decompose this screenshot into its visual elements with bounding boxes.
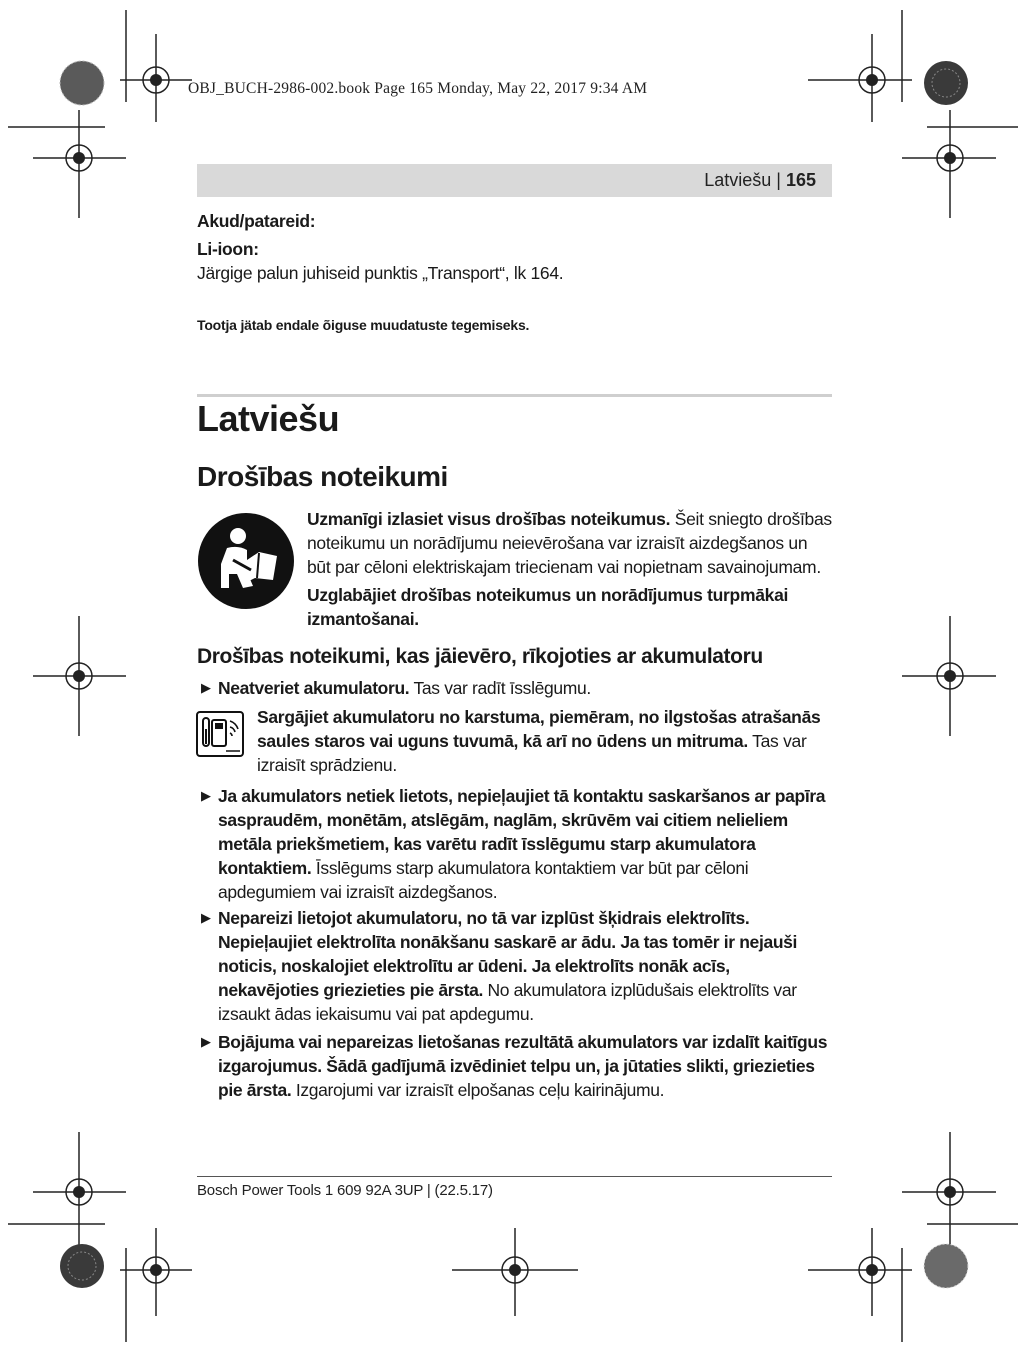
item-bold: Nepareizi lietojot akumulatoru, no tā var izplūst šķidrais elektrolīts. Nepieļaujiet elektrolīta nonākšanu saskarē ar ādu. Ja tas tomēr ir nejauši noticis, noskalojiet elektrolītu ar ūdeni. Ja elektrolīts nonāk acīs, nekavējoties griezieties pie ārsta. (218, 908, 798, 1000)
section-divider (197, 394, 832, 397)
keep-instructions: Uzglabājiet drošības noteikumus un norādījumus turpmākai izmantošanai. (307, 585, 789, 629)
battery-safety-heading: Drošības noteikumi, kas jāievēro, rīkojoties ar akumulatoru (197, 645, 763, 668)
running-head (197, 164, 832, 197)
running-head-section: Latviešu | (704, 170, 781, 190)
estonian-section (197, 209, 832, 285)
item-normal: Tas var radīt īsslēgumu. (409, 678, 591, 698)
list-item (201, 1030, 833, 1102)
item-normal: Īsslēgums starp akumulatora kontaktiem var būt par cēloni apdegumiem vai izraisīt aizdegšanos. (218, 858, 749, 902)
page-number: 165 (785, 170, 816, 190)
read-manual-icon (197, 512, 295, 610)
language-title: Latviešu (197, 398, 340, 439)
item-normal: Tas var izraisīt sprādzienu. (257, 731, 807, 775)
estonian-text: Järgige palun juhiseid punktis „Transport“, lk 164. (197, 263, 564, 283)
footer-divider (197, 1176, 832, 1177)
item-normal: No akumulatora izplūdušais elektrolīts var izsaukt ādas iekaisumu vai pat apdegumu. (218, 980, 797, 1024)
item-bold: Neatveriet akumulatoru. (218, 678, 410, 698)
list-item (257, 705, 835, 777)
safety-intro (307, 507, 835, 631)
print-header: OBJ_BUCH-2986-002.book Page 165 Monday, May 22, 2017 9:34 AM (188, 80, 648, 97)
footer: Bosch Power Tools 1 609 92A 3UP | (22.5.17) (197, 1182, 493, 1199)
bullet-arrow-icon: ▶ (201, 680, 211, 695)
list-item (201, 906, 833, 1026)
item-bold: Sargājiet akumulatoru no karstuma, piemēram, no ilgstošas atrašanās saules staros vai uguns tuvumā, kā arī no ūdens un mitruma. (257, 707, 821, 751)
bullet-arrow-icon: ▶ (201, 788, 211, 803)
intro-normal: Šeit sniegto drošības noteikumu un norādījumu neievērošana var izraisīt aizdegšanos un būt par cēloni elektriskajam triecienam vai nopietnam savainojumam. (307, 509, 832, 577)
bullet-arrow-icon: ▶ (201, 910, 211, 925)
safety-heading: Drošības noteikumi (197, 461, 448, 492)
manufacturer-note: Tootja jätab endale õiguse muudatuste tegemiseks. (197, 317, 530, 333)
bullet-arrow-icon: ▶ (201, 1034, 211, 1049)
estonian-subheading: Li-ioon: (197, 239, 259, 259)
list-item (201, 676, 833, 700)
item-normal: Izgarojumi var izraisīt elpošanas ceļu kairinājumu. (291, 1080, 665, 1100)
intro-bold: Uzmanīgi izlasiet visus drošības noteikumus. (307, 509, 671, 529)
heat-sun-warning-icon (196, 711, 244, 757)
item-bold: Ja akumulators netiek lietots, nepieļaujiet tā kontaktu saskaršanos ar papīra saspraudēm, monētām, atslēgām, naglām, skrūvēm vai citiem nelieliem metāla priekšmetiem, kas varētu radīt īsslēgumu starp akumulatora kontaktiem. (218, 786, 826, 878)
item-bold: Bojājuma vai nepareizas lietošanas rezultātā akumulators var izdalīt kaitīgus izgarojumus. Šādā gadījumā izvēdiniet telpu un, ja jūtaties slikti, griezieties pie ārsta. (218, 1032, 828, 1100)
estonian-heading: Akud/patareid: (197, 211, 316, 231)
running-head-text (704, 170, 816, 191)
list-item (201, 784, 833, 904)
intro-paragraph (307, 507, 835, 579)
